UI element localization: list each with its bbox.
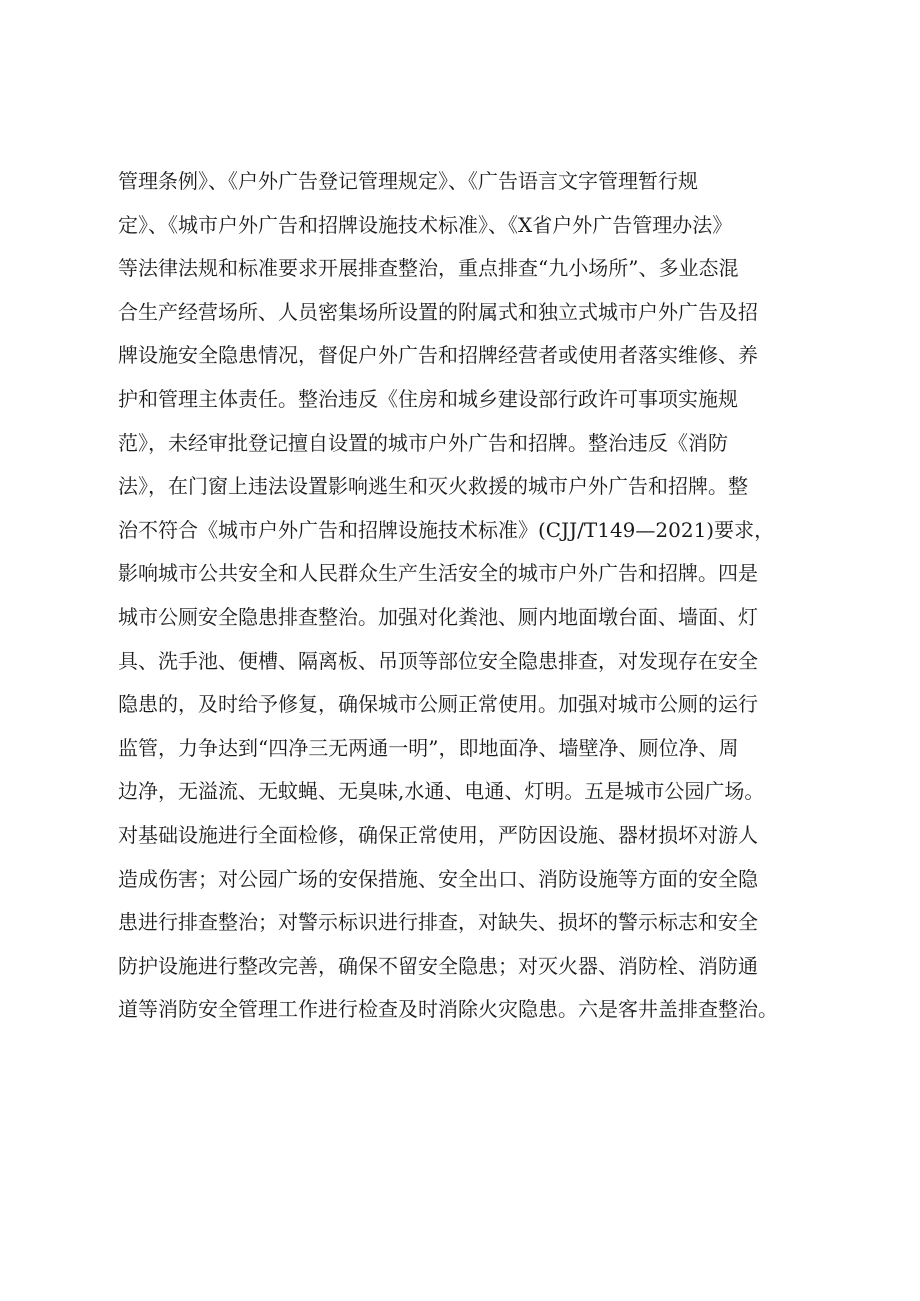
body-paragraph bbox=[118, 160, 830, 1032]
text-line: 边净，无溢流、无蚊蝇、无臭味,水通、电通、灯明。五是城市公园广场。 bbox=[118, 779, 765, 804]
text-line: 定》、《城市户外广告和招牌设施技术标准》、《X省户外广告管理办法》 bbox=[118, 212, 733, 237]
text-line: 合生产经营场所、人员密集场所设置的附属式和独立式城市户外广告及招 bbox=[118, 299, 758, 324]
text-line: 监管，力争达到“四净三无两通一明”，即地面净、墙壁净、厕位净、周 bbox=[118, 735, 739, 760]
text-line: 范》，未经审批登记擅自设置的城市户外广告和招牌。整治违反《消防 bbox=[118, 430, 728, 455]
text-line: 管理条例》、《户外广告登记管理规定》、《广告语言文字管理暂行规 bbox=[118, 169, 698, 193]
text-line: 护和管理主体责任。整治违反《住房和城乡建设部行政许可事项实施规 bbox=[118, 386, 738, 411]
text-line: 法》，在门窗上违法设置影响逃生和灭火救援的城市户外广告和招牌。整 bbox=[118, 474, 748, 499]
text-line: 等法律法规和标准要求开展排查整治，重点排查“九小场所”、多业态混 bbox=[118, 256, 739, 281]
text-line: 影响城市公共安全和人民群众生产生活安全的城市户外广告和招牌。四是 bbox=[118, 561, 758, 586]
text-line: 具、洗手池、便槽、隔离板、吊顶等部位安全隐患排查，对发现存在安全 bbox=[118, 648, 758, 673]
text-line: 造成伤害；对公园广场的安保措施、安全出口、消防设施等方面的安全隐 bbox=[118, 866, 758, 891]
text-line: 道等消防安全管理工作进行检查及时消除火灾隐患。六是客井盖排查整治。 bbox=[118, 997, 778, 1022]
text-line: 隐患的，及时给予修复，确保城市公厕正常使用。加强对城市公厕的运行 bbox=[118, 692, 758, 717]
text-line: 患进行排查整治；对警示标识进行排查，对缺失、损坏的警示标志和安全 bbox=[118, 910, 758, 935]
text-line: 对基础设施进行全面检修，确保正常使用，严防因设施、器材损坏对游人 bbox=[118, 822, 758, 847]
text-line: 牌设施安全隐患情况，督促户外广告和招牌经营者或使用者落实维修、养 bbox=[118, 343, 758, 368]
text-line: 城市公厕安全隐患排查整治。加强对化粪池、厕内地面墩台面、墙面、灯 bbox=[118, 604, 758, 629]
text-line: 治不符合《城市户外广告和招牌设施技术标准》(CJJ/T149—2021)要求， bbox=[118, 517, 775, 542]
text-line: 防护设施进行整改完善，确保不留安全隐患；对灭火器、消防栓、消防通 bbox=[118, 953, 758, 978]
